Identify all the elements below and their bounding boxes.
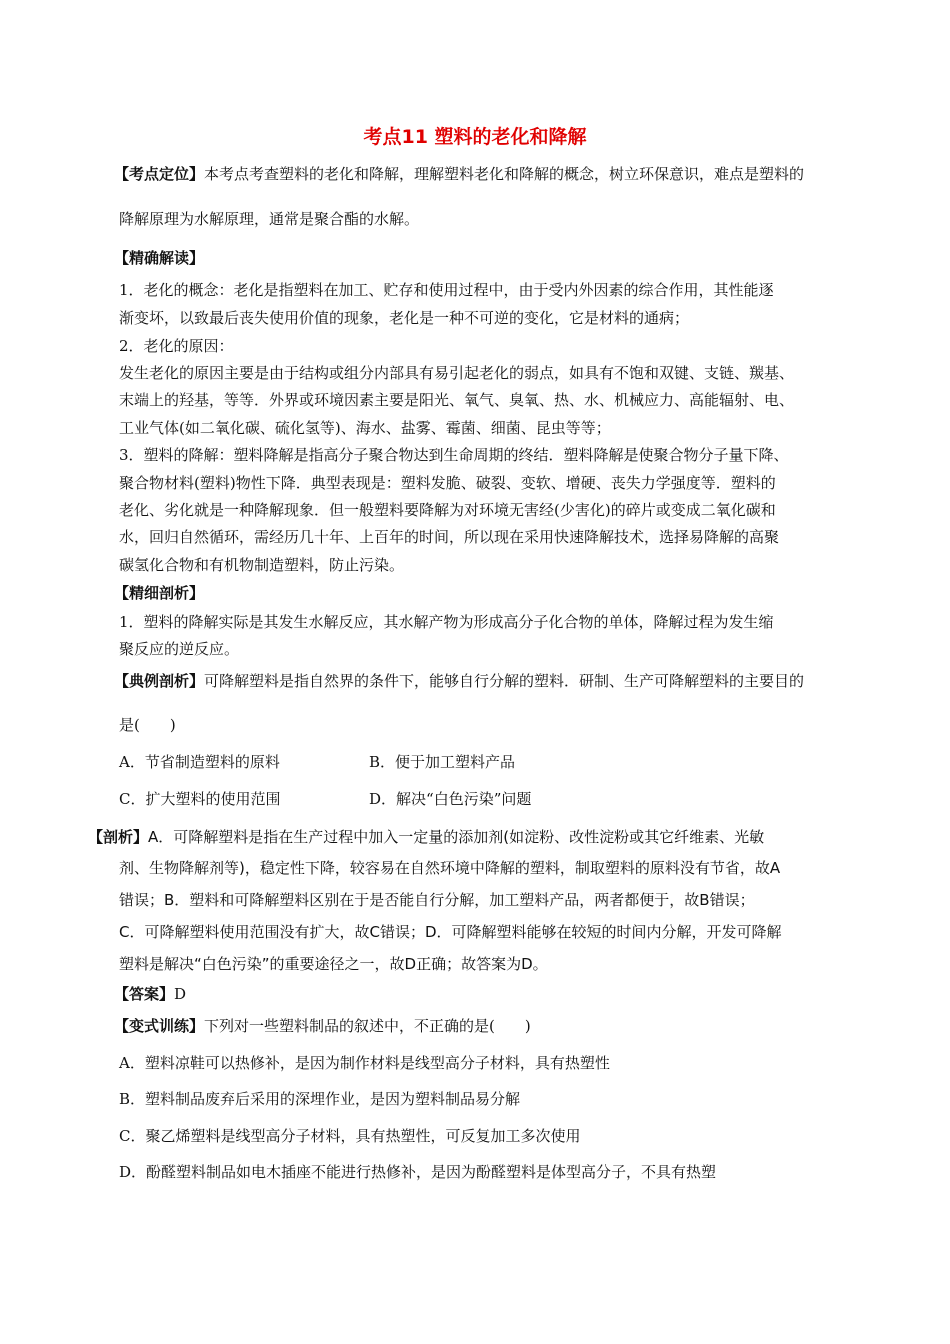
example-question-cont: 是( ) [119,716,176,734]
example-option-b: B．便于加工塑料产品 [369,753,516,771]
explanation-paragraph [88,826,764,848]
positioning-text-cont: 降解原理为水解原理，通常是聚合酯的水解。 [119,210,420,228]
reading-line: 2．老化的原因： [119,337,234,355]
reading-line: 工业气体(如二氧化碳、硫化氢等)、海水、盐雾、霉菌、细菌、昆虫等等； [119,419,611,437]
positioning-heading: 【考点定位】 [114,165,205,183]
answer-value: D [174,985,187,1003]
answer-paragraph [114,983,186,1005]
reading-line: 碳氢化合物和有机物制造塑料，防止污染。 [119,556,405,574]
example-option-d: D．解决“白色污染”问题 [369,790,532,808]
variant-question: 下列对一些塑料制品的叙述中，不正确的是( ) [204,1017,531,1035]
explanation-line: 塑料是解决“白色污染”的重要途径之一，故D正确；故答案为D。 [119,955,548,973]
positioning-text: 本考点考查塑料的老化和降解，理解塑料老化和降解的概念，树立环保意识，难点是塑料的 [204,165,805,183]
reading-line: 发生老化的原因主要是由于结构或组分内部具有易引起老化的弱点，如具有不饱和双键、支链、羰基、 [119,364,795,382]
page-title: 考点11 塑料的老化和降解 [363,126,587,148]
variant-option-d: D．酚醛塑料制品如电木插座不能进行热修补，是因为酚醛塑料是体型高分子，不具有热塑 [119,1163,717,1181]
explanation-heading: 【剖析】 [88,828,149,846]
reading-heading: 【精确解读】 [114,249,205,267]
variant-option-b: B．塑料制品废弃后采用的深埋作业，是因为塑料制品易分解 [119,1090,521,1108]
variant-paragraph [114,1015,531,1037]
explanation-text: A．可降解塑料是指在生产过程中加入一定量的添加剂(如淀粉、改性淀粉或其它纤维素、光敏 [148,828,765,846]
variant-option-a: A．塑料凉鞋可以热修补，是因为制作材料是线型高分子材料，具有热塑性 [119,1054,610,1072]
variant-heading: 【变式训练】 [114,1017,205,1035]
reading-line: 老化、劣化就是一种降解现象．但一般塑料要降解为对环境无害经(少害化)的碎片或变成二氧化碳和 [119,501,776,519]
explanation-line: C．可降解塑料使用范围没有扩大，故C错误；D．可降解塑料能够在较短的时间内分解，开发可降解 [119,923,782,941]
example-paragraph [114,670,804,692]
analysis-heading: 【精细剖析】 [114,584,205,602]
explanation-line: 错误；B．塑料和可降解塑料区别在于是否能自行分解，加工塑料产品，两者都便于，故B错误； [119,891,755,909]
reading-line: 1．老化的概念：老化是指塑料在加工、贮存和使用过程中，由于受内外因素的综合作用，其性能逐 [119,281,774,299]
explanation-line: 剂、生物降解剂等)，稳定性下降，较容易在自然环境中降解的塑料，制取塑料的原料没有节省，故A [119,859,781,877]
positioning-paragraph [114,163,804,185]
reading-line: 聚合物材料(塑料)物性下降．典型表现是：塑料发脆、破裂、变软、增硬、丧失力学强度等．塑料的 [119,474,776,492]
reading-line: 末端上的羟基，等等．外界或环境因素主要是阳光、氧气、臭氧、热、水、机械应力、高能辐射、电、 [119,391,795,409]
example-heading: 【典例剖析】 [114,672,205,690]
example-option-c: C．扩大塑料的使用范围 [119,790,281,808]
example-option-a: A．节省制造塑料的原料 [119,753,280,771]
variant-option-c: C．聚乙烯塑料是线型高分子材料，具有热塑性，可反复加工多次使用 [119,1127,581,1145]
reading-line: 3．塑料的降解：塑料降解是指高分子聚合物达到生命周期的终结．塑料降解是使聚合物分子量下降、 [119,446,789,464]
analysis-line: 1．塑料的降解实际是其发生水解反应，其水解产物为形成高分子化合物的单体，降解过程为发生缩 [119,613,774,631]
reading-line: 水，回归自然循环，需经历几十年、上百年的时间，所以现在采用快速降解技术，选择易降解的高聚 [119,528,780,546]
analysis-line: 聚反应的逆反应。 [119,640,240,658]
reading-line: 渐变坏，以致最后丧失使用价值的现象，老化是一种不可逆的变化，它是材料的通病； [119,309,690,327]
example-question: 可降解塑料是指自然界的条件下，能够自行分解的塑料．研制、生产可降解塑料的主要目的 [204,672,805,690]
answer-heading: 【答案】 [114,985,175,1003]
